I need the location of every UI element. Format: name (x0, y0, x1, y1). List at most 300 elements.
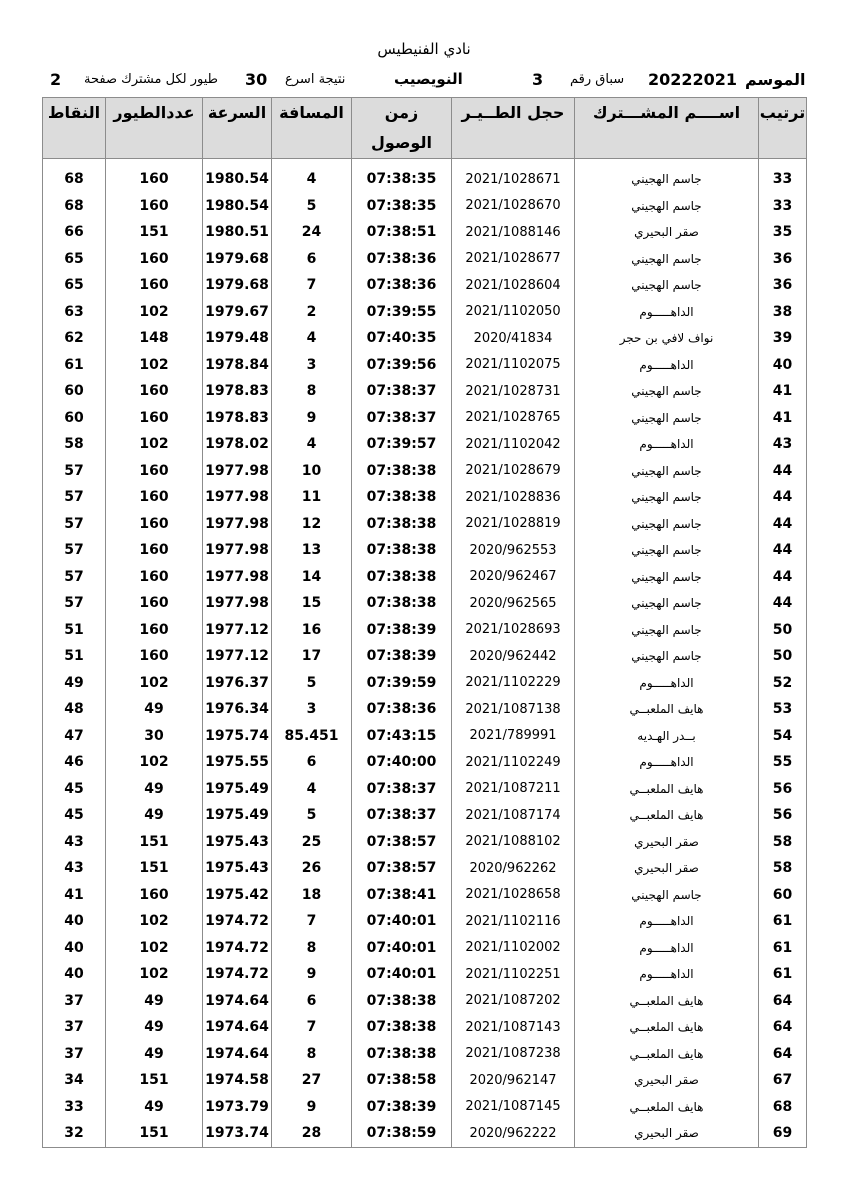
arrival-time-cell: 07:39:57 (352, 431, 452, 458)
race-location: النويصيب (394, 70, 463, 88)
speed-cell: 1978.84 (203, 352, 272, 379)
rank-cell: 44 (759, 484, 807, 511)
season-value: 20222021 (648, 70, 738, 89)
result-label: نتيجة اسرع (285, 72, 346, 87)
rank-cell: 61 (759, 908, 807, 935)
distance-cell: 27 (272, 1067, 352, 1094)
speed-cell: 1980.54 (203, 193, 272, 220)
bird-count-cell: 49 (106, 802, 203, 829)
table-row (43, 484, 807, 511)
points-cell: 33 (43, 1094, 106, 1121)
points-cell: 34 (43, 1067, 106, 1094)
bird-count-cell: 160 (106, 405, 203, 432)
ring-cell: 2021/1028693 (452, 617, 575, 644)
speed-cell: 1980.51 (203, 219, 272, 246)
arrival-time-cell: 07:38:36 (352, 246, 452, 273)
table-row (43, 325, 807, 352)
speed-cell: 1975.49 (203, 802, 272, 829)
points-cell: 45 (43, 802, 106, 829)
arrival-time-cell: 07:38:59 (352, 1120, 452, 1147)
ring-cell: 2021/1028765 (452, 405, 575, 432)
rank-cell: 64 (759, 1041, 807, 1068)
speed-cell: 1980.54 (203, 166, 272, 193)
ring-cell: 2020/962222 (452, 1120, 575, 1147)
bird-count-cell: 49 (106, 1094, 203, 1121)
table-row (43, 431, 807, 458)
spacer-row (43, 159, 807, 167)
distance-cell: 10 (272, 458, 352, 485)
distance-cell: 8 (272, 378, 352, 405)
points-cell: 46 (43, 749, 106, 776)
arrival-time-cell: 07:38:38 (352, 590, 452, 617)
bird-count-cell: 151 (106, 1067, 203, 1094)
points-cell: 65 (43, 246, 106, 273)
distance-cell: 5 (272, 670, 352, 697)
participant-cell: الداهـــــوم (575, 908, 759, 935)
speed-cell: 1975.42 (203, 882, 272, 909)
arrival-time-cell: 07:38:38 (352, 458, 452, 485)
distance-cell: 15 (272, 590, 352, 617)
distance-cell: 9 (272, 405, 352, 432)
participant-cell: الداهـــــوم (575, 352, 759, 379)
table-row (43, 882, 807, 909)
arrival-time-cell: 07:38:37 (352, 378, 452, 405)
participant-cell: جاسم الهجيني (575, 617, 759, 644)
rank-cell: 53 (759, 696, 807, 723)
bird-count-cell: 160 (106, 537, 203, 564)
points-cell: 37 (43, 988, 106, 1015)
participant-cell: الداهـــــوم (575, 961, 759, 988)
distance-cell: 13 (272, 537, 352, 564)
ring-cell: 2020/962553 (452, 537, 575, 564)
speed-cell: 1978.83 (203, 378, 272, 405)
participant-cell: الداهـــــوم (575, 935, 759, 962)
col-header-bird-count: عددالطيور (106, 98, 203, 159)
rank-cell: 43 (759, 431, 807, 458)
points-cell: 57 (43, 537, 106, 564)
table-row (43, 643, 807, 670)
speed-cell: 1979.67 (203, 299, 272, 326)
ring-cell: 2021/1087174 (452, 802, 575, 829)
arrival-time-cell: 07:38:51 (352, 219, 452, 246)
participant-cell: نواف لافي بن حجر (575, 325, 759, 352)
race-number-label: سباق رقم (570, 72, 625, 87)
bird-count-cell: 49 (106, 696, 203, 723)
participant-cell: هايف الملعبــي (575, 1094, 759, 1121)
table-row (43, 511, 807, 538)
speed-cell: 1978.02 (203, 431, 272, 458)
table-row (43, 617, 807, 644)
col-header-distance: المسافة (272, 98, 352, 159)
table-row (43, 272, 807, 299)
arrival-time-cell: 07:38:38 (352, 988, 452, 1015)
table-row (43, 935, 807, 962)
ring-cell: 2021/1102042 (452, 431, 575, 458)
rank-cell: 54 (759, 723, 807, 750)
ring-cell: 2020/962565 (452, 590, 575, 617)
bird-count-cell: 160 (106, 882, 203, 909)
distance-cell: 9 (272, 961, 352, 988)
arrival-time-cell: 07:39:55 (352, 299, 452, 326)
rank-cell: 55 (759, 749, 807, 776)
points-cell: 63 (43, 299, 106, 326)
bird-count-cell: 102 (106, 431, 203, 458)
arrival-time-cell: 07:38:57 (352, 855, 452, 882)
bird-count-cell: 102 (106, 961, 203, 988)
ring-cell: 2021/1028679 (452, 458, 575, 485)
rank-cell: 67 (759, 1067, 807, 1094)
arrival-time-cell: 07:38:35 (352, 193, 452, 220)
rank-cell: 41 (759, 378, 807, 405)
ring-cell: 2021/1028836 (452, 484, 575, 511)
rank-cell: 44 (759, 458, 807, 485)
ring-cell: 2020/962147 (452, 1067, 575, 1094)
rank-cell: 52 (759, 670, 807, 697)
participant-cell: صقر البحيري (575, 219, 759, 246)
speed-cell: 1979.68 (203, 246, 272, 273)
club-title: نادي الفنيطيس (377, 40, 471, 58)
points-cell: 61 (43, 352, 106, 379)
distance-cell: 9 (272, 1094, 352, 1121)
points-cell: 40 (43, 935, 106, 962)
rank-cell: 56 (759, 776, 807, 803)
speed-cell: 1977.12 (203, 643, 272, 670)
distance-cell: 6 (272, 246, 352, 273)
ring-cell: 2021/1028670 (452, 193, 575, 220)
arrival-time-cell: 07:38:41 (352, 882, 452, 909)
participant-cell: هايف الملعبــي (575, 696, 759, 723)
distance-cell: 5 (272, 802, 352, 829)
ring-cell: 2021/1102229 (452, 670, 575, 697)
table-row (43, 590, 807, 617)
ring-cell: 2021/1087143 (452, 1014, 575, 1041)
ring-cell: 2021/1028671 (452, 166, 575, 193)
arrival-time-cell: 07:38:38 (352, 1041, 452, 1068)
rank-cell: 58 (759, 855, 807, 882)
speed-cell: 1977.98 (203, 484, 272, 511)
table-row (43, 749, 807, 776)
speed-cell: 1973.74 (203, 1120, 272, 1147)
bird-count-cell: 160 (106, 193, 203, 220)
ring-cell: 2021/1102075 (452, 352, 575, 379)
birds-per-member-label: طيور لكل مشترك صفحة (84, 72, 218, 87)
points-cell: 65 (43, 272, 106, 299)
participant-cell: جاسم الهجيني (575, 405, 759, 432)
distance-cell: 4 (272, 166, 352, 193)
table-row (43, 855, 807, 882)
distance-cell: 8 (272, 1041, 352, 1068)
points-cell: 51 (43, 617, 106, 644)
speed-cell: 1977.98 (203, 590, 272, 617)
rank-cell: 58 (759, 829, 807, 856)
participant-cell: هايف الملعبــي (575, 1014, 759, 1041)
bird-count-cell: 151 (106, 219, 203, 246)
table-row (43, 219, 807, 246)
table-row (43, 564, 807, 591)
bird-count-cell: 160 (106, 617, 203, 644)
ring-cell: 2021/789991 (452, 723, 575, 750)
bird-count-cell: 102 (106, 670, 203, 697)
speed-cell: 1974.72 (203, 935, 272, 962)
speed-cell: 1975.55 (203, 749, 272, 776)
ring-cell: 2021/1102002 (452, 935, 575, 962)
rank-cell: 61 (759, 935, 807, 962)
bird-count-cell: 151 (106, 829, 203, 856)
distance-cell: 14 (272, 564, 352, 591)
points-cell: 60 (43, 378, 106, 405)
arrival-time-cell: 07:38:57 (352, 829, 452, 856)
page-number: 2 (50, 70, 62, 89)
ring-cell: 2021/1087138 (452, 696, 575, 723)
speed-cell: 1974.64 (203, 1014, 272, 1041)
table-row (43, 1094, 807, 1121)
bird-count-cell: 102 (106, 935, 203, 962)
speed-cell: 1977.98 (203, 564, 272, 591)
participant-cell: هايف الملعبــي (575, 776, 759, 803)
participant-cell: الداهـــــوم (575, 749, 759, 776)
rank-cell: 68 (759, 1094, 807, 1121)
speed-cell: 1974.64 (203, 1041, 272, 1068)
participant-cell: جاسم الهجيني (575, 458, 759, 485)
participant-cell: صقر البحيري (575, 855, 759, 882)
bird-count-cell: 49 (106, 776, 203, 803)
arrival-time-cell: 07:38:37 (352, 405, 452, 432)
participant-cell: جاسم الهجيني (575, 882, 759, 909)
points-cell: 49 (43, 670, 106, 697)
points-cell: 51 (43, 643, 106, 670)
points-cell: 45 (43, 776, 106, 803)
rank-cell: 50 (759, 617, 807, 644)
arrival-time-cell: 07:38:38 (352, 537, 452, 564)
speed-cell: 1974.58 (203, 1067, 272, 1094)
distance-cell: 7 (272, 1014, 352, 1041)
participant-cell: جاسم الهجيني (575, 246, 759, 273)
points-cell: 40 (43, 961, 106, 988)
ring-cell: 2021/1028604 (452, 272, 575, 299)
points-cell: 43 (43, 855, 106, 882)
points-cell: 41 (43, 882, 106, 909)
speed-cell: 1974.64 (203, 988, 272, 1015)
points-cell: 58 (43, 431, 106, 458)
race-number: 3 (532, 70, 544, 89)
rank-cell: 64 (759, 988, 807, 1015)
ring-cell: 2020/962467 (452, 564, 575, 591)
bird-count-cell: 160 (106, 643, 203, 670)
bird-count-cell: 30 (106, 723, 203, 750)
rank-cell: 36 (759, 246, 807, 273)
points-cell: 48 (43, 696, 106, 723)
rank-cell: 44 (759, 511, 807, 538)
header-row (43, 98, 807, 159)
table-row (43, 1120, 807, 1147)
speed-cell: 1977.98 (203, 511, 272, 538)
points-cell: 40 (43, 908, 106, 935)
arrival-time-cell: 07:38:39 (352, 1094, 452, 1121)
speed-cell: 1974.72 (203, 908, 272, 935)
rank-cell: 60 (759, 882, 807, 909)
rank-cell: 44 (759, 590, 807, 617)
participant-cell: هايف الملعبــي (575, 802, 759, 829)
participant-cell: جاسم الهجيني (575, 166, 759, 193)
table-row (43, 723, 807, 750)
arrival-time-cell: 07:40:35 (352, 325, 452, 352)
distance-cell: 17 (272, 643, 352, 670)
points-cell: 57 (43, 564, 106, 591)
rank-cell: 44 (759, 537, 807, 564)
speed-cell: 1974.72 (203, 961, 272, 988)
distance-cell: 2 (272, 299, 352, 326)
participant-cell: هايف الملعبــي (575, 988, 759, 1015)
rank-cell: 35 (759, 219, 807, 246)
bird-count-cell: 160 (106, 458, 203, 485)
distance-cell: 6 (272, 988, 352, 1015)
participant-cell: جاسم الهجيني (575, 272, 759, 299)
bird-count-cell: 160 (106, 590, 203, 617)
table-row (43, 670, 807, 697)
bird-count-cell: 160 (106, 484, 203, 511)
col-header-arrival-time: زمن الوصول (352, 98, 452, 159)
speed-cell: 1978.83 (203, 405, 272, 432)
rank-cell: 41 (759, 405, 807, 432)
points-cell: 62 (43, 325, 106, 352)
distance-cell: 12 (272, 511, 352, 538)
participant-cell: جاسم الهجيني (575, 193, 759, 220)
distance-cell: 3 (272, 352, 352, 379)
ring-cell: 2020/962262 (452, 855, 575, 882)
participant-cell: صقر البحيري (575, 829, 759, 856)
arrival-time-cell: 07:38:37 (352, 802, 452, 829)
col-header-rank: ترتيب (759, 98, 807, 159)
rank-cell: 39 (759, 325, 807, 352)
speed-cell: 1977.12 (203, 617, 272, 644)
ring-cell: 2021/1088102 (452, 829, 575, 856)
arrival-time-cell: 07:38:37 (352, 776, 452, 803)
distance-cell: 8 (272, 935, 352, 962)
distance-cell: 4 (272, 776, 352, 803)
table-row (43, 829, 807, 856)
speed-cell: 1975.74 (203, 723, 272, 750)
points-cell: 57 (43, 458, 106, 485)
participant-cell: جاسم الهجيني (575, 378, 759, 405)
rank-cell: 64 (759, 1014, 807, 1041)
participant-cell: جاسم الهجيني (575, 564, 759, 591)
arrival-time-cell: 07:40:01 (352, 908, 452, 935)
arrival-time-cell: 07:43:15 (352, 723, 452, 750)
distance-cell: 3 (272, 696, 352, 723)
speed-cell: 1979.48 (203, 325, 272, 352)
table-row (43, 988, 807, 1015)
speed-cell: 1973.79 (203, 1094, 272, 1121)
participant-cell: جاسم الهجيني (575, 590, 759, 617)
points-cell: 37 (43, 1041, 106, 1068)
participant-cell: صقر البحيري (575, 1120, 759, 1147)
points-cell: 68 (43, 193, 106, 220)
ring-cell: 2021/1087238 (452, 1041, 575, 1068)
participant-cell: الداهـــــوم (575, 670, 759, 697)
rank-cell: 50 (759, 643, 807, 670)
arrival-time-cell: 07:38:38 (352, 511, 452, 538)
points-cell: 68 (43, 166, 106, 193)
points-cell: 66 (43, 219, 106, 246)
rank-cell: 44 (759, 564, 807, 591)
bird-count-cell: 160 (106, 166, 203, 193)
speed-cell: 1976.34 (203, 696, 272, 723)
distance-cell: 4 (272, 325, 352, 352)
participant-cell: جاسم الهجيني (575, 511, 759, 538)
speed-cell: 1975.43 (203, 855, 272, 882)
speed-cell: 1979.68 (203, 272, 272, 299)
points-cell: 32 (43, 1120, 106, 1147)
points-cell: 47 (43, 723, 106, 750)
bird-count-cell: 160 (106, 246, 203, 273)
distance-cell: 7 (272, 272, 352, 299)
col-header-speed: السرعة (203, 98, 272, 159)
rank-cell: 56 (759, 802, 807, 829)
distance-cell: 6 (272, 749, 352, 776)
rank-cell: 61 (759, 961, 807, 988)
bird-count-cell: 151 (106, 855, 203, 882)
arrival-time-cell: 07:38:39 (352, 643, 452, 670)
bird-count-cell: 160 (106, 511, 203, 538)
bird-count-cell: 102 (106, 749, 203, 776)
table-row (43, 1067, 807, 1094)
distance-cell: 4 (272, 431, 352, 458)
table-row (43, 961, 807, 988)
points-cell: 37 (43, 1014, 106, 1041)
bird-count-cell: 49 (106, 988, 203, 1015)
distance-cell: 24 (272, 219, 352, 246)
speed-cell: 1977.98 (203, 458, 272, 485)
distance-cell: 7 (272, 908, 352, 935)
speed-cell: 1975.49 (203, 776, 272, 803)
bird-count-cell: 151 (106, 1120, 203, 1147)
points-cell: 57 (43, 484, 106, 511)
points-cell: 43 (43, 829, 106, 856)
ring-cell: 2021/1028819 (452, 511, 575, 538)
bird-count-cell: 148 (106, 325, 203, 352)
points-cell: 57 (43, 590, 106, 617)
speed-cell: 1975.43 (203, 829, 272, 856)
rank-cell: 40 (759, 352, 807, 379)
arrival-time-cell: 07:38:35 (352, 166, 452, 193)
distance-cell: 18 (272, 882, 352, 909)
bird-count-cell: 160 (106, 564, 203, 591)
arrival-time-cell: 07:38:36 (352, 272, 452, 299)
arrival-time-cell: 07:40:01 (352, 935, 452, 962)
table-row (43, 246, 807, 273)
distance-cell: 11 (272, 484, 352, 511)
table-row (43, 352, 807, 379)
ring-cell: 2021/1028677 (452, 246, 575, 273)
table-row (43, 458, 807, 485)
distance-cell: 25 (272, 829, 352, 856)
ring-cell: 2020/41834 (452, 325, 575, 352)
rank-cell: 33 (759, 193, 807, 220)
ring-cell: 2021/1087202 (452, 988, 575, 1015)
ring-cell: 2021/1028658 (452, 882, 575, 909)
table-row (43, 908, 807, 935)
distance-cell: 26 (272, 855, 352, 882)
ring-cell: 2020/962442 (452, 643, 575, 670)
ring-cell: 2021/1028731 (452, 378, 575, 405)
race-info-row (50, 70, 806, 92)
table-row (43, 299, 807, 326)
arrival-time-cell: 07:38:36 (352, 696, 452, 723)
bird-count-cell: 49 (106, 1014, 203, 1041)
distance-cell: 28 (272, 1120, 352, 1147)
participant-cell: صقر البحيري (575, 1067, 759, 1094)
table-row (43, 193, 807, 220)
